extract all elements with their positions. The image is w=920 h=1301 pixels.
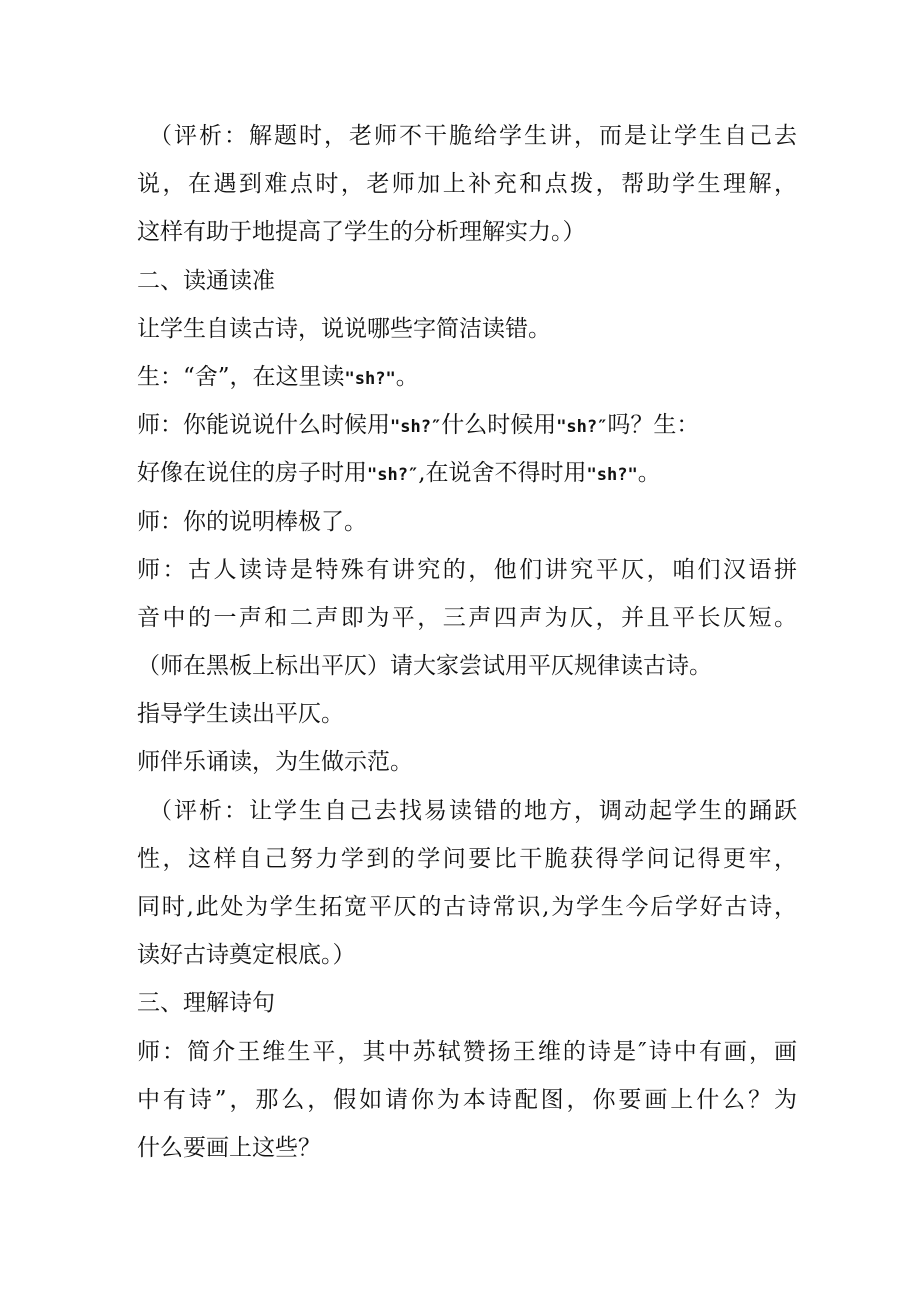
line-8-end: 。 xyxy=(637,460,661,487)
paragraph-line-18: 读好古诗奠定根底。） xyxy=(137,942,356,969)
paragraph-line-14: 师伴乐诵读，为生做示范。 xyxy=(137,749,413,776)
paragraph-line-21: 中有诗”，那么，假如请你为本诗配图，你要画上什么？为 xyxy=(137,1086,797,1113)
line-8-text: 好像在说住的房子时用 xyxy=(137,460,367,487)
paragraph-line-3: 这样有助于地提高了学生的分析理解实力。） xyxy=(137,219,586,246)
paragraph-line-15: （评析：让学生自己去找易读错的地方，调动起学生的踊跃 xyxy=(149,797,797,824)
paragraph-line-13: 指导学生读出平仄。 xyxy=(137,701,344,728)
pinyin-code: "sh?" xyxy=(586,465,638,486)
document-body xyxy=(137,112,797,1172)
paragraph-line-12: （师在黑板上标出平仄）请大家尝试用平仄规律读古诗。 xyxy=(137,653,712,680)
paragraph-line-8 xyxy=(137,449,797,497)
paragraph-line-10: 师：古人读诗是特殊有讲究的，他们讲究平仄，咱们汉语拼 xyxy=(137,556,797,583)
pinyin-code: "sh?″ xyxy=(367,465,419,486)
pinyin-code: "sh?″ xyxy=(390,417,442,438)
paragraph-line-17: 同时,此处为学生拓宽平仄的古诗常识,为学生今后学好古诗， xyxy=(137,894,797,920)
paragraph-line-22: 什么要画上这些？ xyxy=(137,1134,321,1161)
line-7-text: 师：你能说说什么时候用 xyxy=(137,412,390,439)
section-heading-3: 三、理解诗句 xyxy=(137,990,275,1017)
pinyin-code: "sh?″ xyxy=(556,417,608,438)
line-8-mid: ,在说舍不得时用 xyxy=(418,460,587,487)
line-7-end: 吗？生： xyxy=(607,412,700,439)
paragraph-line-16: 性，这样自己努力学到的学问要比干脆获得学问记得更牢， xyxy=(137,845,797,872)
paragraph-line-20: 师：简介王维生平，其中苏轼赞扬王维的诗是″诗中有画，画 xyxy=(137,1038,797,1065)
line-6-end: 。 xyxy=(395,363,419,390)
paragraph-line-7 xyxy=(137,401,797,449)
paragraph-line-5: 让学生自读古诗，说说哪些字简洁读错。 xyxy=(137,315,551,342)
paragraph-line-2: 说，在遇到难点时，老师加上补充和点拨，帮助学生理解， xyxy=(137,171,797,198)
line-6-text: 生：“舍”，在这里读 xyxy=(137,363,345,390)
section-heading-2: 二、读通读准 xyxy=(137,267,275,294)
paragraph-line-9: 师：你的说明棒极了。 xyxy=(137,508,367,535)
pinyin-code: "sh?" xyxy=(344,368,396,389)
paragraph-line-6 xyxy=(137,353,797,401)
line-7-mid: 什么时候用 xyxy=(441,412,557,439)
paragraph-line-11: 音中的一声和二声即为平，三声四声为仄，并且平长仄短。 xyxy=(137,604,797,631)
paragraph-line-1: （评析：解题时，老师不干脆给学生讲，而是让学生自己去 xyxy=(149,123,797,149)
